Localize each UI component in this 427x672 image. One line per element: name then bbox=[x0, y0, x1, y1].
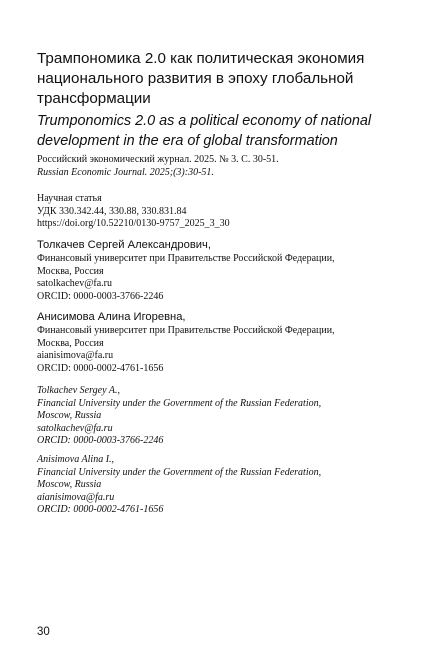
udc-code: УДК 330.342.44, 330.88, 330.831.84 bbox=[37, 205, 187, 217]
author-email[interactable]: aianisimova@fa.ru bbox=[37, 491, 115, 503]
article-meta bbox=[37, 193, 407, 231]
author-email[interactable]: aianisimova@fa.ru bbox=[37, 350, 114, 362]
author-affiliation: Финансовый университет при Правительстве Российской Федерации, bbox=[37, 325, 335, 336]
author-name: Anisimova Alina I., bbox=[37, 454, 115, 465]
author-location: Moscow, Russia bbox=[37, 479, 102, 491]
article-title-ru: Трампономика 2.0 как политическая экономия национального развития в эпоху глобальной трансформации bbox=[37, 50, 365, 107]
author-name: Анисимова Алина Игоревна, bbox=[37, 311, 186, 323]
article-type: Научная статья bbox=[37, 193, 102, 204]
author-location: Moscow, Russia bbox=[37, 410, 102, 422]
page-number: 30 bbox=[37, 626, 50, 638]
author-location: Москва, Россия bbox=[37, 265, 104, 277]
author-orcid: ORCID: 0000-0003-3766-2246 bbox=[37, 290, 164, 302]
author-affiliation: Финансовый университет при Правительстве Российской Федерации, bbox=[37, 253, 335, 264]
author-orcid: ORCID: 0000-0002-4761-1656 bbox=[37, 504, 164, 516]
citation-block bbox=[37, 154, 407, 179]
author-name: Толкачев Сергей Александрович, bbox=[37, 239, 211, 251]
author-ru-2 bbox=[37, 310, 407, 375]
doi-link[interactable]: https://doi.org/10.52210/0130-9757_2025_3_30 bbox=[37, 218, 230, 230]
author-email[interactable]: satolkachev@fa.ru bbox=[37, 278, 113, 290]
author-name: Tolkachev Sergey A., bbox=[37, 385, 120, 396]
author-affiliation: Financial University under the Government of the Russian Federation, bbox=[37, 466, 322, 478]
author-en-2 bbox=[37, 454, 407, 517]
author-orcid: ORCID: 0000-0002-4761-1656 bbox=[37, 362, 164, 374]
author-en-1 bbox=[37, 385, 407, 448]
author-location: Москва, Россия bbox=[37, 337, 104, 349]
article-title-en: Trumponomics 2.0 as a political economy of national development in the era of global transformation bbox=[37, 113, 372, 149]
citation-ru: Российский экономический журнал. 2025. № 3. С. 30-51. bbox=[37, 154, 279, 165]
author-orcid: ORCID: 0000-0003-3766-2246 bbox=[37, 435, 164, 447]
citation-en: Russian Economic Journal. 2025;(3):30-51. bbox=[37, 166, 214, 178]
author-affiliation: Financial University under the Government of the Russian Federation, bbox=[37, 397, 322, 409]
author-ru-1 bbox=[37, 238, 407, 303]
author-email[interactable]: satolkachev@fa.ru bbox=[37, 422, 113, 434]
